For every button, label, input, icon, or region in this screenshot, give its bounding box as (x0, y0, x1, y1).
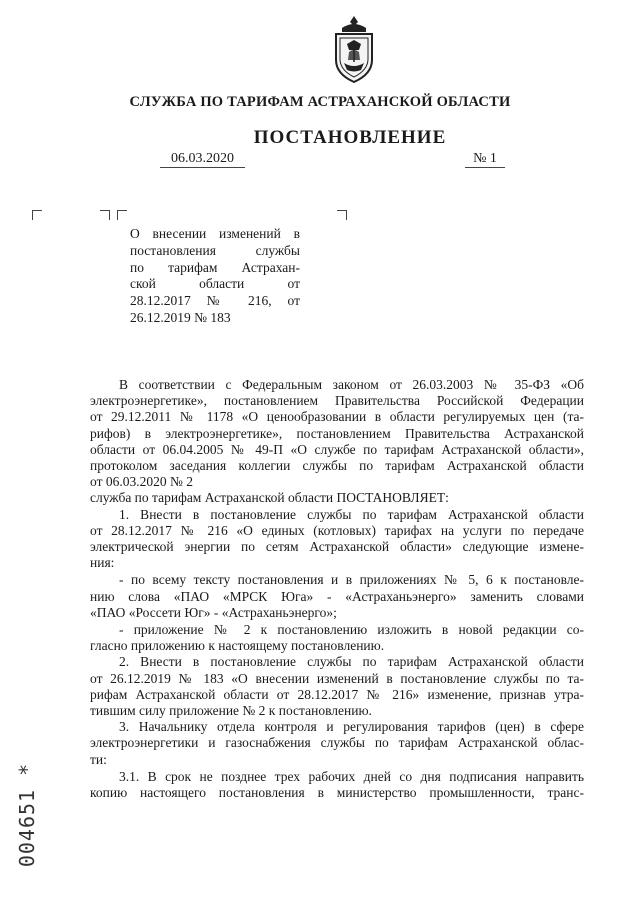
corner-mark (337, 210, 347, 220)
corner-mark (117, 210, 127, 220)
text-line: служба по тарифам Астраханской области ПОСТАНОВЛЯЕТ: (90, 490, 449, 506)
title-line: по тарифам Астрахан- (130, 259, 300, 275)
paragraph-resolves (90, 490, 584, 506)
paragraph-item-2 (90, 654, 584, 719)
organization-name: СЛУЖБА ПО ТАРИФАМ АСТРАХАНСКОЙ ОБЛАСТИ (129, 94, 511, 110)
document-type: ПОСТАНОВЛЕНИЕ (253, 127, 447, 148)
text-line: ния: (90, 555, 115, 571)
text-line: 1. Внести в постановление службы по тарифам Астраханской области (119, 506, 584, 522)
corner-mark (100, 210, 110, 220)
text-line: электрической энергии по сетям Астраханской области» следующие измене- (90, 539, 584, 555)
stamp-number: 004651 * (15, 762, 39, 868)
text-line: электроэнергетике», постановлением Правительства Российской Федерации (90, 393, 584, 409)
text-line: копию настоящего постановления в министерство промышленности, транс- (90, 785, 584, 801)
paragraph-item-3-1 (90, 769, 584, 801)
text-line: нию слова «ПАО «МРСК Юга» - «Астраханьэнерго» заменить словами (90, 588, 584, 604)
text-line: тившим силу приложение № 2 к постановлению. (90, 703, 372, 719)
text-line: 2. Внести в постановление службы по тарифам Астраханской области (119, 654, 584, 670)
coat-of-arms-icon (330, 14, 378, 84)
text-line: гласно приложению к настоящему постановлению. (90, 638, 385, 654)
text-line: рифов) в электроэнергетике», постановлением Правительства Астраханской (90, 425, 584, 441)
paragraph-preamble (90, 377, 584, 490)
title-line: 28.12.2017 № 216, от (130, 293, 300, 309)
text-line: В соответствии с Федеральным законом от 26.03.2003 № 35-ФЗ «Об (119, 377, 584, 392)
corner-mark (32, 210, 42, 220)
paragraph-item-1-b (90, 622, 584, 654)
paragraph-item-1 (90, 507, 584, 572)
document-number: № 1 (465, 151, 505, 168)
document-title (130, 226, 300, 327)
text-line: области от 06.04.2005 № 49-П «О службе по тарифам Астраханской области», (90, 441, 584, 457)
text-line: от 26.12.2019 № 183 «О внесении изменений в постановление службы по та- (90, 670, 584, 686)
text-line: протоколом заседания коллегии службы по тарифам Астраханской области (90, 458, 584, 474)
text-line: электроэнергетики и газоснабжения службы по тарифам Астраханской облас- (90, 735, 584, 751)
title-line: О внесении изменений в (130, 226, 300, 241)
text-line: ти: (90, 751, 107, 767)
text-line: «ПАО «Россети Юг» - «Астраханьэнерго»; (90, 604, 337, 620)
text-line: от 28.12.2017 № 216 «О единых (котловых) тарифах на услуги по передаче (90, 522, 584, 538)
registration-stamp (12, 745, 42, 885)
text-line: рифам Астраханской области от 28.12.2017 № 216» изменение, признав утра- (90, 686, 584, 702)
title-line: постановления службы (130, 242, 300, 258)
paragraph-item-1-a (90, 572, 584, 621)
text-line: 3. Начальнику отдела контроля и регулирования тарифов (цен) в сфере (119, 719, 584, 735)
title-line: ской области от (130, 276, 300, 292)
document-body (90, 377, 584, 801)
title-line: 26.12.2019 № 183 (130, 309, 231, 325)
text-line: от 29.12.2011 № 1178 «О ценообразовании в области регулируемых цен (та- (90, 409, 584, 425)
text-line: - по всему тексту постановления и в приложениях № 5, 6 к постановле- (119, 572, 584, 588)
document-date: 06.03.2020 (160, 151, 245, 168)
paragraph-item-3 (90, 719, 584, 768)
text-line: 3.1. В срок не позднее трех рабочих дней со дня подписания направить (119, 768, 584, 784)
text-line: от 06.03.2020 № 2 (90, 474, 193, 490)
text-line: - приложение № 2 к постановлению изложить в новой редакции со- (119, 622, 584, 638)
